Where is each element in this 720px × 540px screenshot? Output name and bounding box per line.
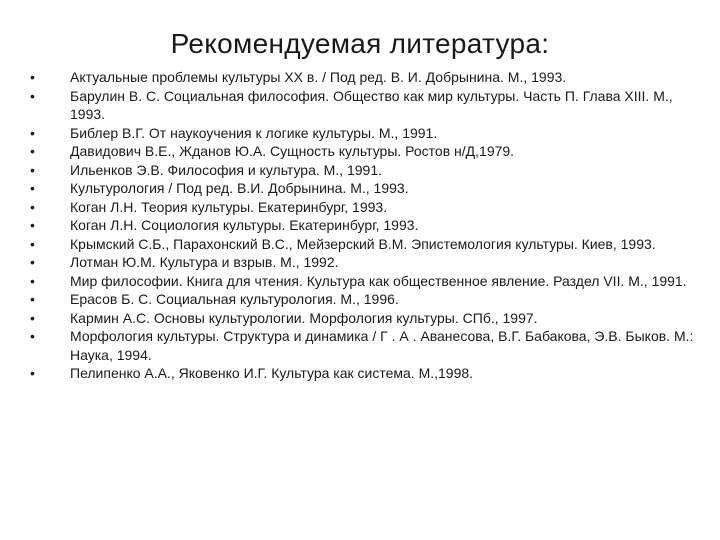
reference-item: • Библер В.Г. От наукоучения к логике культуры. М., 1991. (30, 124, 702, 143)
reference-item: • Ерасов Б. С. Социальная культурология. М., 1996. (30, 290, 702, 309)
reference-item: • Коган Л.Н. Социология культуры. Екатеринбург, 1993. (30, 216, 702, 235)
reference-item: • Коган Л.Н. Теория культуры. Екатеринбург, 1993. (30, 198, 702, 217)
slide-title: Рекомендуемая литература: (170, 28, 550, 59)
reference-item: • Актуальные проблемы культуры XX в. / Под ред. В. И. Добрынина. М., 1993. (30, 68, 702, 87)
reference-item: • Давидович В.Е., Жданов Ю.А. Сущность культуры. Ростов н/Д,1979. (30, 142, 702, 161)
reference-item: • Лотман Ю.М. Культура и взрыв. М., 1992. (30, 253, 702, 272)
reference-item: • Ильенков Э.В. Философия и культура. М., 1991. (30, 161, 702, 180)
reference-item: • Барулин В. С. Социальная философия. Общество как мир культуры. Часть П. Глава XIII. М., 1993. (30, 87, 702, 124)
reference-item: • Мир философии. Книга для чтения. Культура как общественное явление. Раздел VII. М., 1991. (30, 272, 702, 291)
reference-item: • Морфология культуры. Структура и динамика / Г . А . Аванесова, В.Г. Бабакова, Э.В. Быков. М.: Наука, 1994. (30, 327, 702, 364)
reference-item: • Кармин А.С. Основы культурологии. Морфология культуры. СПб., 1997. (30, 309, 702, 328)
reference-item: • Пелипенко А.А., Яковенко И.Г. Культура как система. М.,1998. (30, 364, 702, 383)
reference-list (30, 68, 702, 383)
reference-item: • Крымский С.Б., Парахонский В.С., Мейзерский В.М. Эпистемология культуры. Киев, 1993. (30, 235, 702, 254)
reference-item: • Культурология / Под ред. В.И. Добрынина. М., 1993. (30, 179, 702, 198)
